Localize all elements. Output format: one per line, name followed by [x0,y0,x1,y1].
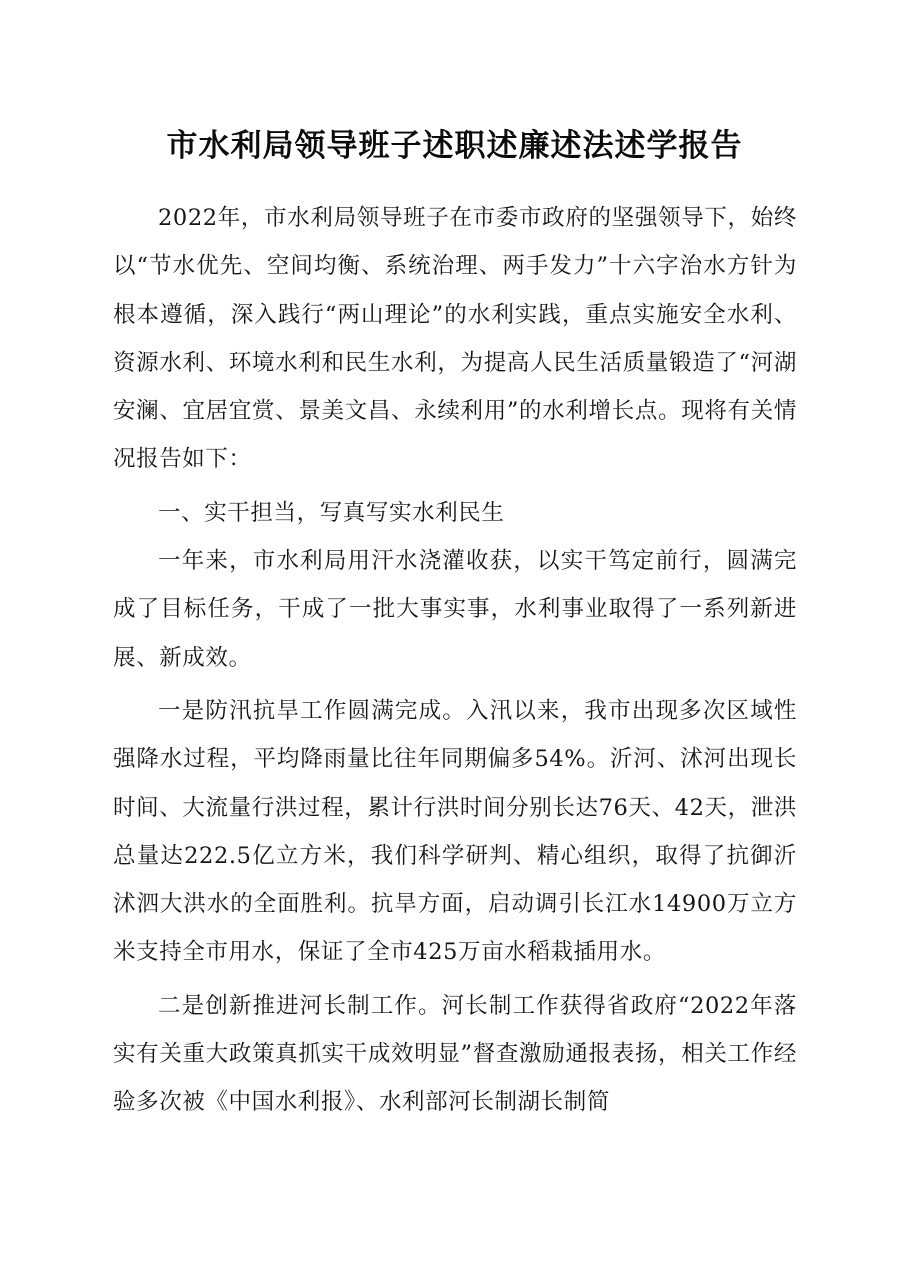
paragraph-summary: 一年来，市水利局用汗水浇灌收获，以实干笃定前行，圆满完成了目标任务，干成了一批大事实事，水利事业取得了一系列新进展、新成效。 [113,548,797,671]
paragraph-intro: 2022年，市水利局领导班子在市委市政府的坚强领导下，始终以“节水优先、空间均衡、系统治理、两手发力”十六字治水方针为根本遵循，深入践行“两山理论”的水利实践，重点实施安全水利、资源水利、环境水利和民生水利，为提高人民生活质量锻造了“河湖安澜、宜居宜赏、景美文昌、永续利用”的水利增长点。现将有关情况报告如下： [113,205,797,473]
document-body [113,194,797,1132]
document-title: 市水利局领导班子述职述廉述法述学报告 [166,128,743,164]
paragraph-flood-control: 一是防汛抗旱工作圆满完成。入汛以来，我市出现多次区域性强降水过程，平均降雨量比往年同期偏多54%。沂河、沭河出现长时间、大流量行洪过程，累计行洪时间分别长达76天、42天，泄洪总量达222.5亿立方米，我们科学研判、精心组织，取得了抗御沂沭泗大洪水的全面胜利。抗旱方面，启动调引长江水14900万立方米支持全市用水，保证了全市425万亩水稻栽插用水。 [113,697,797,966]
section-heading-1: 一、实干担当，写真写实水利民生 [158,499,505,526]
paragraph-river-chief: 二是创新推进河长制工作。河长制工作获得省政府“2022年落实有关重大政策真抓实干成效明显”督查激励通报表扬，相关工作经验多次被《中国水利报》、水利部河长制湖长制简 [113,992,797,1116]
